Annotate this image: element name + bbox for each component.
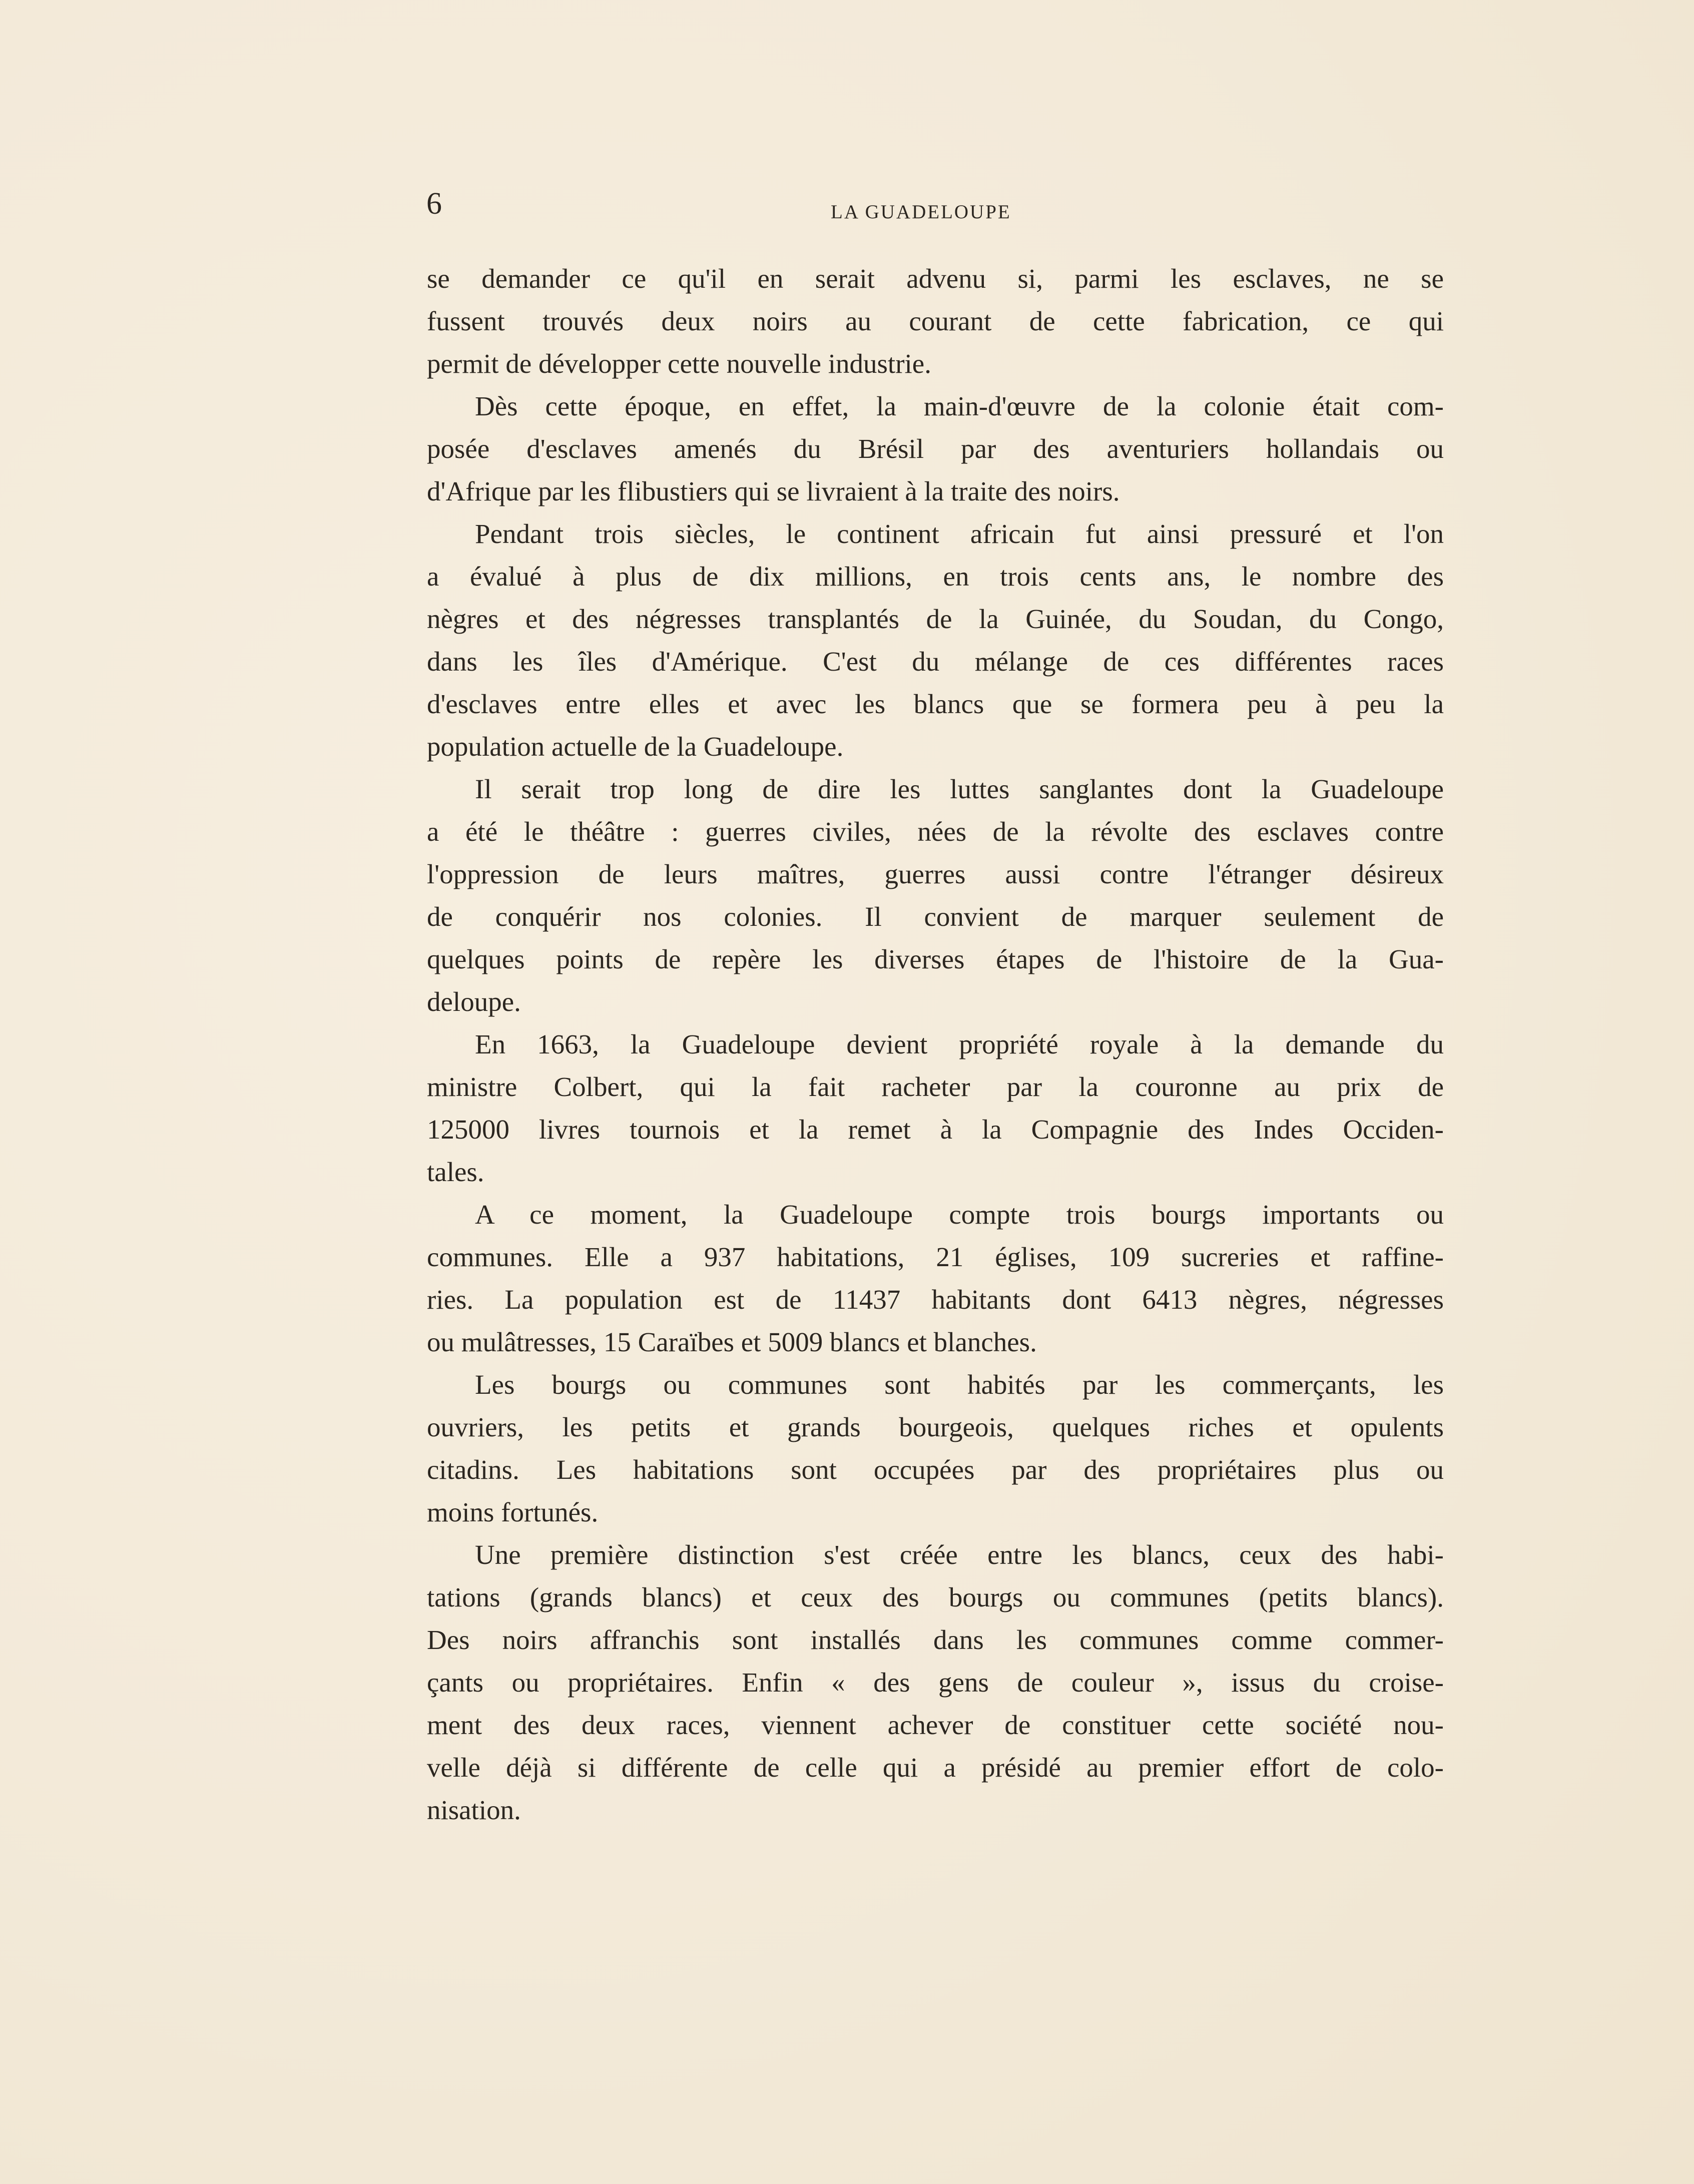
text-line: dans les îles d'Amérique. C'est du mélange de ces différentes races: [427, 646, 1444, 677]
text-line: ministre Colbert, qui la fait racheter par la couronne au prix de: [427, 1071, 1444, 1102]
text-line: ries. La population est de 11437 habitants dont 6413 nègres, négresses: [427, 1284, 1444, 1315]
paragraph: [427, 768, 1444, 1023]
text-line: ouvriers, les petits et grands bourgeois, quelques riches et opulents: [427, 1412, 1444, 1442]
text-line: communes. Elle a 937 habitations, 21 églises, 109 sucreries et raffine-: [427, 1242, 1444, 1272]
text-line: population actuelle de la Guadeloupe.: [427, 731, 844, 762]
text-line: a évalué à plus de dix millions, en trois cents ans, le nombre des: [427, 561, 1444, 592]
text-line: permit de développer cette nouvelle industrie.: [427, 348, 931, 379]
page-number: 6: [426, 187, 442, 221]
text-line: nisation.: [427, 1795, 521, 1825]
text-line: tales.: [427, 1157, 484, 1187]
body-text: [427, 257, 1444, 1831]
text-line: quelques points de repère les diverses étapes de l'histoire de la Gua-: [427, 944, 1444, 974]
text-line: fussent trouvés deux noirs au courant de cette fabrication, ce qui: [427, 306, 1444, 336]
text-line: moins fortunés.: [427, 1497, 599, 1527]
text-line: deloupe.: [427, 986, 521, 1017]
text-line: Dès cette époque, en effet, la main-d'œuvre de la colonie était com-: [475, 391, 1444, 421]
text-line: citadins. Les habitations sont occupées par des propriétaires plus ou: [427, 1454, 1444, 1485]
text-line: de conquérir nos colonies. Il convient de marquer seulement de: [427, 901, 1444, 932]
paragraph: [427, 512, 1444, 768]
text-line: posée d'esclaves amenés du Brésil par des aventuriers hollandais ou: [427, 433, 1444, 464]
text-line: A ce moment, la Guadeloupe compte trois bourgs importants ou: [475, 1199, 1444, 1230]
paragraph: [427, 257, 1444, 385]
paragraph: [427, 1363, 1444, 1533]
text-line: d'esclaves entre elles et avec les blancs que se formera peu à peu la: [427, 689, 1444, 719]
text-line: tations (grands blancs) et ceux des bourgs ou communes (petits blancs).: [427, 1582, 1444, 1612]
text-line: Les bourgs ou communes sont habités par les commerçants, les: [475, 1369, 1444, 1400]
text-line: Il serait trop long de dire les luttes sanglantes dont la Guadeloupe: [475, 774, 1444, 804]
text-line: d'Afrique par les flibustiers qui se livraient à la traite des noirs.: [427, 476, 1120, 506]
paragraph: [427, 1533, 1444, 1831]
text-line: se demander ce qu'il en serait advenu si, parmi les esclaves, ne se: [427, 263, 1444, 294]
text-line: l'oppression de leurs maîtres, guerres aussi contre l'étranger désireux: [427, 859, 1444, 889]
text-line: Pendant trois siècles, le continent africain fut ainsi pressuré et l'on: [475, 518, 1444, 549]
text-line: çants ou propriétaires. Enfin « des gens de couleur », issus du croise-: [427, 1667, 1444, 1698]
text-line: En 1663, la Guadeloupe devient propriété royale à la demande du: [475, 1029, 1444, 1059]
running-title: LA GUADELOUPE: [831, 201, 1011, 223]
text-line: 125000 livres tournois et la remet à la Compagnie des Indes Occiden-: [427, 1114, 1444, 1145]
text-line: a été le théâtre : guerres civiles, nées de la révolte des esclaves contre: [427, 816, 1444, 847]
paragraph: [427, 385, 1444, 512]
text-line: velle déjà si différente de celle qui a présidé au premier effort de colo-: [427, 1752, 1444, 1783]
text-line: ou mulâtresses, 15 Caraïbes et 5009 blancs et blanches.: [427, 1327, 1037, 1357]
paragraph: [427, 1193, 1444, 1363]
text-line: nègres et des négresses transplantés de la Guinée, du Soudan, du Congo,: [427, 604, 1444, 634]
text-line: Des noirs affranchis sont installés dans les communes comme commer-: [427, 1624, 1444, 1655]
text-line: ment des deux races, viennent achever de constituer cette société nou-: [427, 1710, 1444, 1740]
text-line: Une première distinction s'est créée entre les blancs, ceux des habi-: [475, 1539, 1444, 1570]
paragraph: [427, 1023, 1444, 1193]
